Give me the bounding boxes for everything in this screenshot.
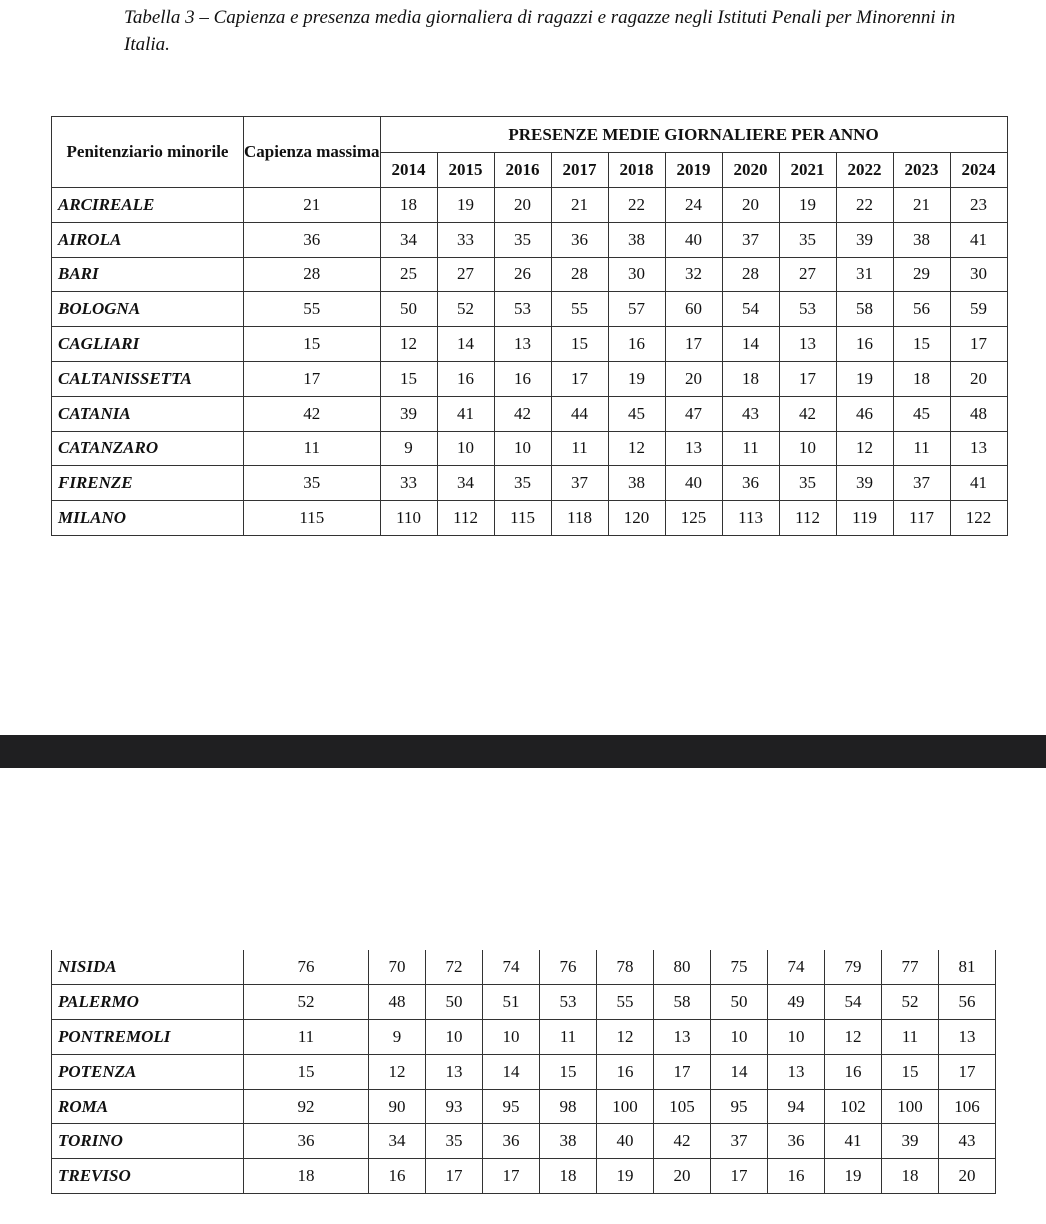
presence-cell: 53 [779,292,836,327]
presence-cell: 38 [893,222,950,257]
presence-cell: 12 [825,1020,882,1055]
presence-cell: 29 [893,257,950,292]
presence-cell: 51 [483,985,540,1020]
presence-cell: 45 [608,396,665,431]
presence-cell: 57 [608,292,665,327]
presence-cell: 41 [950,466,1007,501]
presence-cell: 21 [551,188,608,223]
presence-cell: 19 [836,361,893,396]
table-row [52,188,1008,223]
presence-cell: 38 [540,1124,597,1159]
table-row [52,950,996,985]
presence-cell: 58 [654,985,711,1020]
presence-cell: 37 [551,466,608,501]
presence-cell: 70 [369,950,426,985]
presence-cell: 42 [494,396,551,431]
presence-cell: 13 [665,431,722,466]
institute-name: TREVISO [52,1159,244,1194]
presence-cell: 55 [597,985,654,1020]
table-row [52,1159,996,1194]
presence-cell: 37 [722,222,779,257]
presence-cell: 45 [893,396,950,431]
presence-cell: 34 [369,1124,426,1159]
presence-cell: 106 [939,1089,996,1124]
institute-name: BOLOGNA [52,292,244,327]
presence-cell: 36 [551,222,608,257]
presence-cell: 18 [893,361,950,396]
presence-cell: 13 [939,1020,996,1055]
capacity-cell: 35 [244,466,381,501]
presence-cell: 36 [768,1124,825,1159]
presence-cell: 17 [654,1054,711,1089]
presence-cell: 41 [437,396,494,431]
presence-cell: 35 [779,222,836,257]
presence-cell: 19 [437,188,494,223]
presence-cell: 20 [665,361,722,396]
presence-cell: 43 [939,1124,996,1159]
table-row [52,1054,996,1089]
data-table-page-1 [51,116,1008,536]
institute-name: POTENZA [52,1054,244,1089]
header-institute: Penitenziario minorile [52,117,244,188]
table-row [52,361,1008,396]
presence-cell: 37 [711,1124,768,1159]
institute-name: CATANIA [52,396,244,431]
presence-cell: 113 [722,501,779,536]
header-year: 2014 [380,153,437,188]
capacity-cell: 18 [244,1159,369,1194]
presence-cell: 13 [654,1020,711,1055]
table-row [52,292,1008,327]
table-row [52,1020,996,1055]
presence-cell: 28 [551,257,608,292]
presence-cell: 26 [494,257,551,292]
institute-name: AIROLA [52,222,244,257]
presence-cell: 33 [380,466,437,501]
table-row [52,396,1008,431]
presence-cell: 9 [369,1020,426,1055]
presence-cell: 41 [825,1124,882,1159]
presence-cell: 27 [437,257,494,292]
presence-cell: 17 [950,327,1007,362]
presence-cell: 35 [779,466,836,501]
presence-cell: 15 [540,1054,597,1089]
presence-cell: 31 [836,257,893,292]
presence-cell: 58 [836,292,893,327]
presence-cell: 24 [665,188,722,223]
institute-name: CALTANISSETTA [52,361,244,396]
presence-cell: 78 [597,950,654,985]
table-row [52,466,1008,501]
capacity-cell: 15 [244,327,381,362]
presence-cell: 59 [950,292,1007,327]
presence-cell: 13 [426,1054,483,1089]
institute-name: FIRENZE [52,466,244,501]
header-year-group: PRESENZE MEDIE GIORNALIERE PER ANNO [380,117,1007,153]
presence-cell: 16 [608,327,665,362]
table-row [52,327,1008,362]
presence-cell: 27 [779,257,836,292]
presence-cell: 100 [597,1089,654,1124]
presence-cell: 17 [665,327,722,362]
capacity-cell: 92 [244,1089,369,1124]
presence-cell: 16 [768,1159,825,1194]
presence-cell: 11 [722,431,779,466]
presence-cell: 79 [825,950,882,985]
presence-cell: 10 [494,431,551,466]
presence-cell: 110 [380,501,437,536]
presence-cell: 15 [882,1054,939,1089]
presence-cell: 17 [939,1054,996,1089]
capacity-cell: 11 [244,1020,369,1055]
presence-cell: 35 [426,1124,483,1159]
presence-cell: 98 [540,1089,597,1124]
presence-cell: 35 [494,222,551,257]
presence-cell: 12 [597,1020,654,1055]
presence-cell: 17 [426,1159,483,1194]
presence-cell: 39 [882,1124,939,1159]
presence-cell: 93 [426,1089,483,1124]
presence-cell: 102 [825,1089,882,1124]
presence-cell: 20 [722,188,779,223]
presence-cell: 13 [768,1054,825,1089]
presence-cell: 44 [551,396,608,431]
capacity-cell: 36 [244,1124,369,1159]
table-row [52,222,1008,257]
presence-cell: 56 [893,292,950,327]
presence-cell: 34 [380,222,437,257]
table-row [52,1124,996,1159]
institute-name: CATANZARO [52,431,244,466]
header-year: 2016 [494,153,551,188]
institute-name: PONTREMOLI [52,1020,244,1055]
institute-name: TORINO [52,1124,244,1159]
presence-cell: 72 [426,950,483,985]
presence-cell: 125 [665,501,722,536]
presence-cell: 74 [768,950,825,985]
presence-cell: 12 [380,327,437,362]
presence-cell: 95 [711,1089,768,1124]
presence-cell: 37 [893,466,950,501]
presence-cell: 48 [369,985,426,1020]
presence-cell: 10 [711,1020,768,1055]
presence-cell: 18 [882,1159,939,1194]
capacity-cell: 42 [244,396,381,431]
presence-cell: 19 [608,361,665,396]
presence-cell: 17 [551,361,608,396]
presence-cell: 17 [711,1159,768,1194]
presence-cell: 42 [779,396,836,431]
presence-cell: 20 [494,188,551,223]
presence-cell: 19 [779,188,836,223]
presence-cell: 28 [722,257,779,292]
presence-cell: 81 [939,950,996,985]
presence-cell: 49 [768,985,825,1020]
presence-cell: 12 [608,431,665,466]
presence-cell: 112 [779,501,836,536]
presence-cell: 40 [597,1124,654,1159]
presence-cell: 16 [494,361,551,396]
presence-cell: 10 [483,1020,540,1055]
presence-cell: 14 [437,327,494,362]
capacity-cell: 52 [244,985,369,1020]
presence-cell: 117 [893,501,950,536]
presence-cell: 14 [722,327,779,362]
table-row [52,431,1008,466]
presence-cell: 119 [836,501,893,536]
page-divider [0,735,1046,768]
presence-cell: 25 [380,257,437,292]
header-year: 2020 [722,153,779,188]
presence-cell: 16 [437,361,494,396]
presence-cell: 46 [836,396,893,431]
header-year: 2018 [608,153,665,188]
presence-cell: 22 [836,188,893,223]
presence-cell: 39 [380,396,437,431]
presence-cell: 52 [437,292,494,327]
presence-cell: 11 [540,1020,597,1055]
presence-cell: 47 [665,396,722,431]
header-capacity: Capienza massima [244,117,381,188]
presence-cell: 75 [711,950,768,985]
header-year: 2017 [551,153,608,188]
presence-cell: 39 [836,466,893,501]
table-row [52,985,996,1020]
presence-cell: 19 [597,1159,654,1194]
presence-cell: 33 [437,222,494,257]
presence-cell: 17 [779,361,836,396]
presence-cell: 16 [825,1054,882,1089]
presence-cell: 9 [380,431,437,466]
presence-cell: 11 [893,431,950,466]
presence-cell: 32 [665,257,722,292]
presence-cell: 38 [608,222,665,257]
presence-cell: 13 [779,327,836,362]
institute-name: ROMA [52,1089,244,1124]
capacity-cell: 55 [244,292,381,327]
presence-cell: 15 [551,327,608,362]
presence-cell: 15 [380,361,437,396]
institute-name: MILANO [52,501,244,536]
presence-cell: 39 [836,222,893,257]
presence-cell: 56 [939,985,996,1020]
presence-cell: 120 [608,501,665,536]
presence-cell: 12 [836,431,893,466]
presence-cell: 55 [551,292,608,327]
presence-cell: 48 [950,396,1007,431]
presence-cell: 42 [654,1124,711,1159]
presence-cell: 18 [540,1159,597,1194]
presence-cell: 30 [608,257,665,292]
institute-name: BARI [52,257,244,292]
presence-cell: 10 [426,1020,483,1055]
presence-cell: 54 [825,985,882,1020]
institute-name: PALERMO [52,985,244,1020]
institute-name: CAGLIARI [52,327,244,362]
presence-cell: 38 [608,466,665,501]
presence-cell: 94 [768,1089,825,1124]
capacity-cell: 17 [244,361,381,396]
presence-cell: 53 [540,985,597,1020]
capacity-cell: 115 [244,501,381,536]
capacity-cell: 15 [244,1054,369,1089]
presence-cell: 90 [369,1089,426,1124]
presence-cell: 40 [665,222,722,257]
presence-cell: 11 [551,431,608,466]
presence-cell: 16 [836,327,893,362]
presence-cell: 17 [483,1159,540,1194]
presence-cell: 50 [426,985,483,1020]
header-year: 2024 [950,153,1007,188]
table-row [52,257,1008,292]
presence-cell: 18 [380,188,437,223]
data-table-page-2 [51,950,996,1194]
presence-cell: 20 [939,1159,996,1194]
presence-cell: 50 [711,985,768,1020]
presence-cell: 50 [380,292,437,327]
institute-name: ARCIREALE [52,188,244,223]
presence-cell: 36 [483,1124,540,1159]
presence-cell: 112 [437,501,494,536]
presence-cell: 77 [882,950,939,985]
presence-cell: 13 [494,327,551,362]
presence-cell: 80 [654,950,711,985]
header-year: 2019 [665,153,722,188]
capacity-cell: 28 [244,257,381,292]
presence-cell: 52 [882,985,939,1020]
presence-cell: 105 [654,1089,711,1124]
table-row [52,501,1008,536]
presence-cell: 14 [711,1054,768,1089]
presence-cell: 13 [950,431,1007,466]
presence-cell: 14 [483,1054,540,1089]
header-year: 2023 [893,153,950,188]
header-year: 2021 [779,153,836,188]
presence-cell: 10 [779,431,836,466]
presence-cell: 76 [540,950,597,985]
presence-cell: 23 [950,188,1007,223]
capacity-cell: 11 [244,431,381,466]
presence-cell: 10 [768,1020,825,1055]
presence-cell: 18 [722,361,779,396]
table-caption: Tabella 3 – Capienza e presenza media giornaliera di ragazzi e ragazze negli Istituti Penali per Minorenni in Italia. [124,7,956,55]
presence-cell: 11 [882,1020,939,1055]
presence-cell: 60 [665,292,722,327]
presence-cell: 74 [483,950,540,985]
presence-cell: 95 [483,1089,540,1124]
presence-cell: 19 [825,1159,882,1194]
presence-cell: 16 [597,1054,654,1089]
presence-cell: 43 [722,396,779,431]
presence-cell: 122 [950,501,1007,536]
presence-cell: 30 [950,257,1007,292]
capacity-cell: 76 [244,950,369,985]
presence-cell: 35 [494,466,551,501]
header-year: 2022 [836,153,893,188]
presence-cell: 53 [494,292,551,327]
presence-cell: 41 [950,222,1007,257]
presence-cell: 15 [893,327,950,362]
presence-cell: 10 [437,431,494,466]
presence-cell: 40 [665,466,722,501]
presence-cell: 115 [494,501,551,536]
institute-name: NISIDA [52,950,244,985]
presence-cell: 22 [608,188,665,223]
presence-cell: 12 [369,1054,426,1089]
capacity-cell: 21 [244,188,381,223]
presence-cell: 21 [893,188,950,223]
presence-cell: 20 [950,361,1007,396]
table-row [52,1089,996,1124]
presence-cell: 16 [369,1159,426,1194]
presence-cell: 34 [437,466,494,501]
presence-cell: 36 [722,466,779,501]
header-year: 2015 [437,153,494,188]
presence-cell: 118 [551,501,608,536]
presence-cell: 20 [654,1159,711,1194]
presence-cell: 54 [722,292,779,327]
capacity-cell: 36 [244,222,381,257]
presence-cell: 100 [882,1089,939,1124]
